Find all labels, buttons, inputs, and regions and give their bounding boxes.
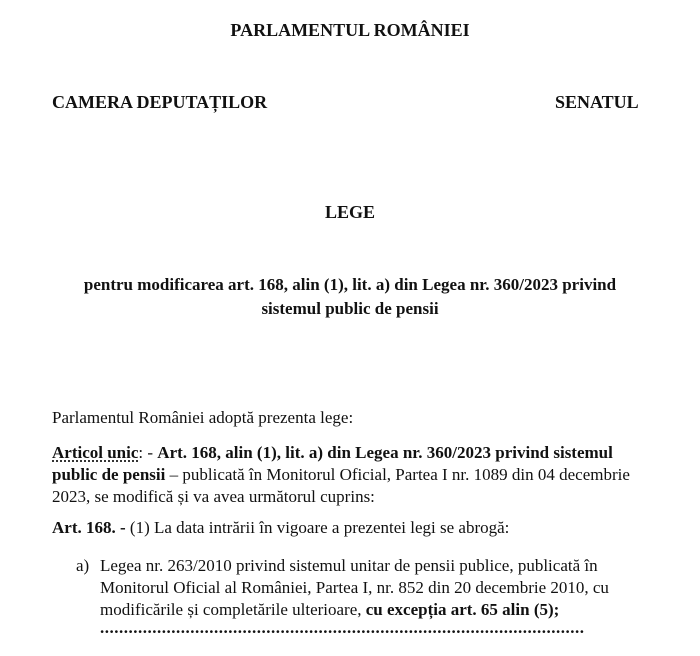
art168-label: Art. 168. - xyxy=(52,518,126,537)
article-unic-line2 xyxy=(52,464,680,486)
adoption-statement: Parlamentul României adoptă prezenta lege: xyxy=(52,408,354,427)
item-a-line1: Legea nr. 263/2010 privind sistemul unitar de pensii publice, publicată în xyxy=(100,556,598,575)
article-unic-colon: : - xyxy=(138,443,158,462)
item-a-line3-bold: cu excepția art. 65 alin (5); xyxy=(365,600,560,619)
item-a xyxy=(100,555,690,621)
article-unic-ref-line2: public de pensii xyxy=(52,465,166,484)
article-unic-ref-line1: Art. 168, alin (1), lit. a) din Legea nr. 360/2023 privind sistemul xyxy=(157,443,613,462)
item-a-marker: a) xyxy=(76,556,90,575)
article-unic-line1 xyxy=(52,442,680,464)
article-unic xyxy=(52,442,680,508)
law-subtitle-line1: pentru modificarea art. 168, alin (1), lit. a) din Legea nr. 360/2023 privind xyxy=(83,275,617,294)
article-unic-text-line2: – publicată în Monitorul Oficial, Partea I nr. 1089 din 04 decembrie xyxy=(165,465,630,484)
item-a-line3-normal: modificările și completările ulterioare, xyxy=(100,600,366,619)
ellipsis-dots: ...................................................................................................... xyxy=(100,618,585,637)
chamber-right: SENATUL xyxy=(555,92,639,112)
parliament-title: PARLAMENTUL ROMÂNIEI xyxy=(230,20,470,40)
item-a-line2: Monitorul Oficial al României, Partea I, nr. 852 din 20 decembrie 2010, cu xyxy=(100,578,609,597)
chamber-left: CAMERA DEPUTAȚILOR xyxy=(52,92,268,112)
art168-paragraph xyxy=(52,517,680,539)
law-type-title: LEGE xyxy=(324,202,376,222)
law-subtitle xyxy=(0,273,700,321)
art168-text: (1) La data intrării în vigoare a prezentei legi se abrogă: xyxy=(125,518,510,537)
article-unic-label: Articol unic xyxy=(52,443,139,462)
article-unic-line3: 2023, se modifică și va avea următorul cuprins: xyxy=(52,487,375,506)
law-subtitle-line2: sistemul public de pensii xyxy=(261,299,439,318)
